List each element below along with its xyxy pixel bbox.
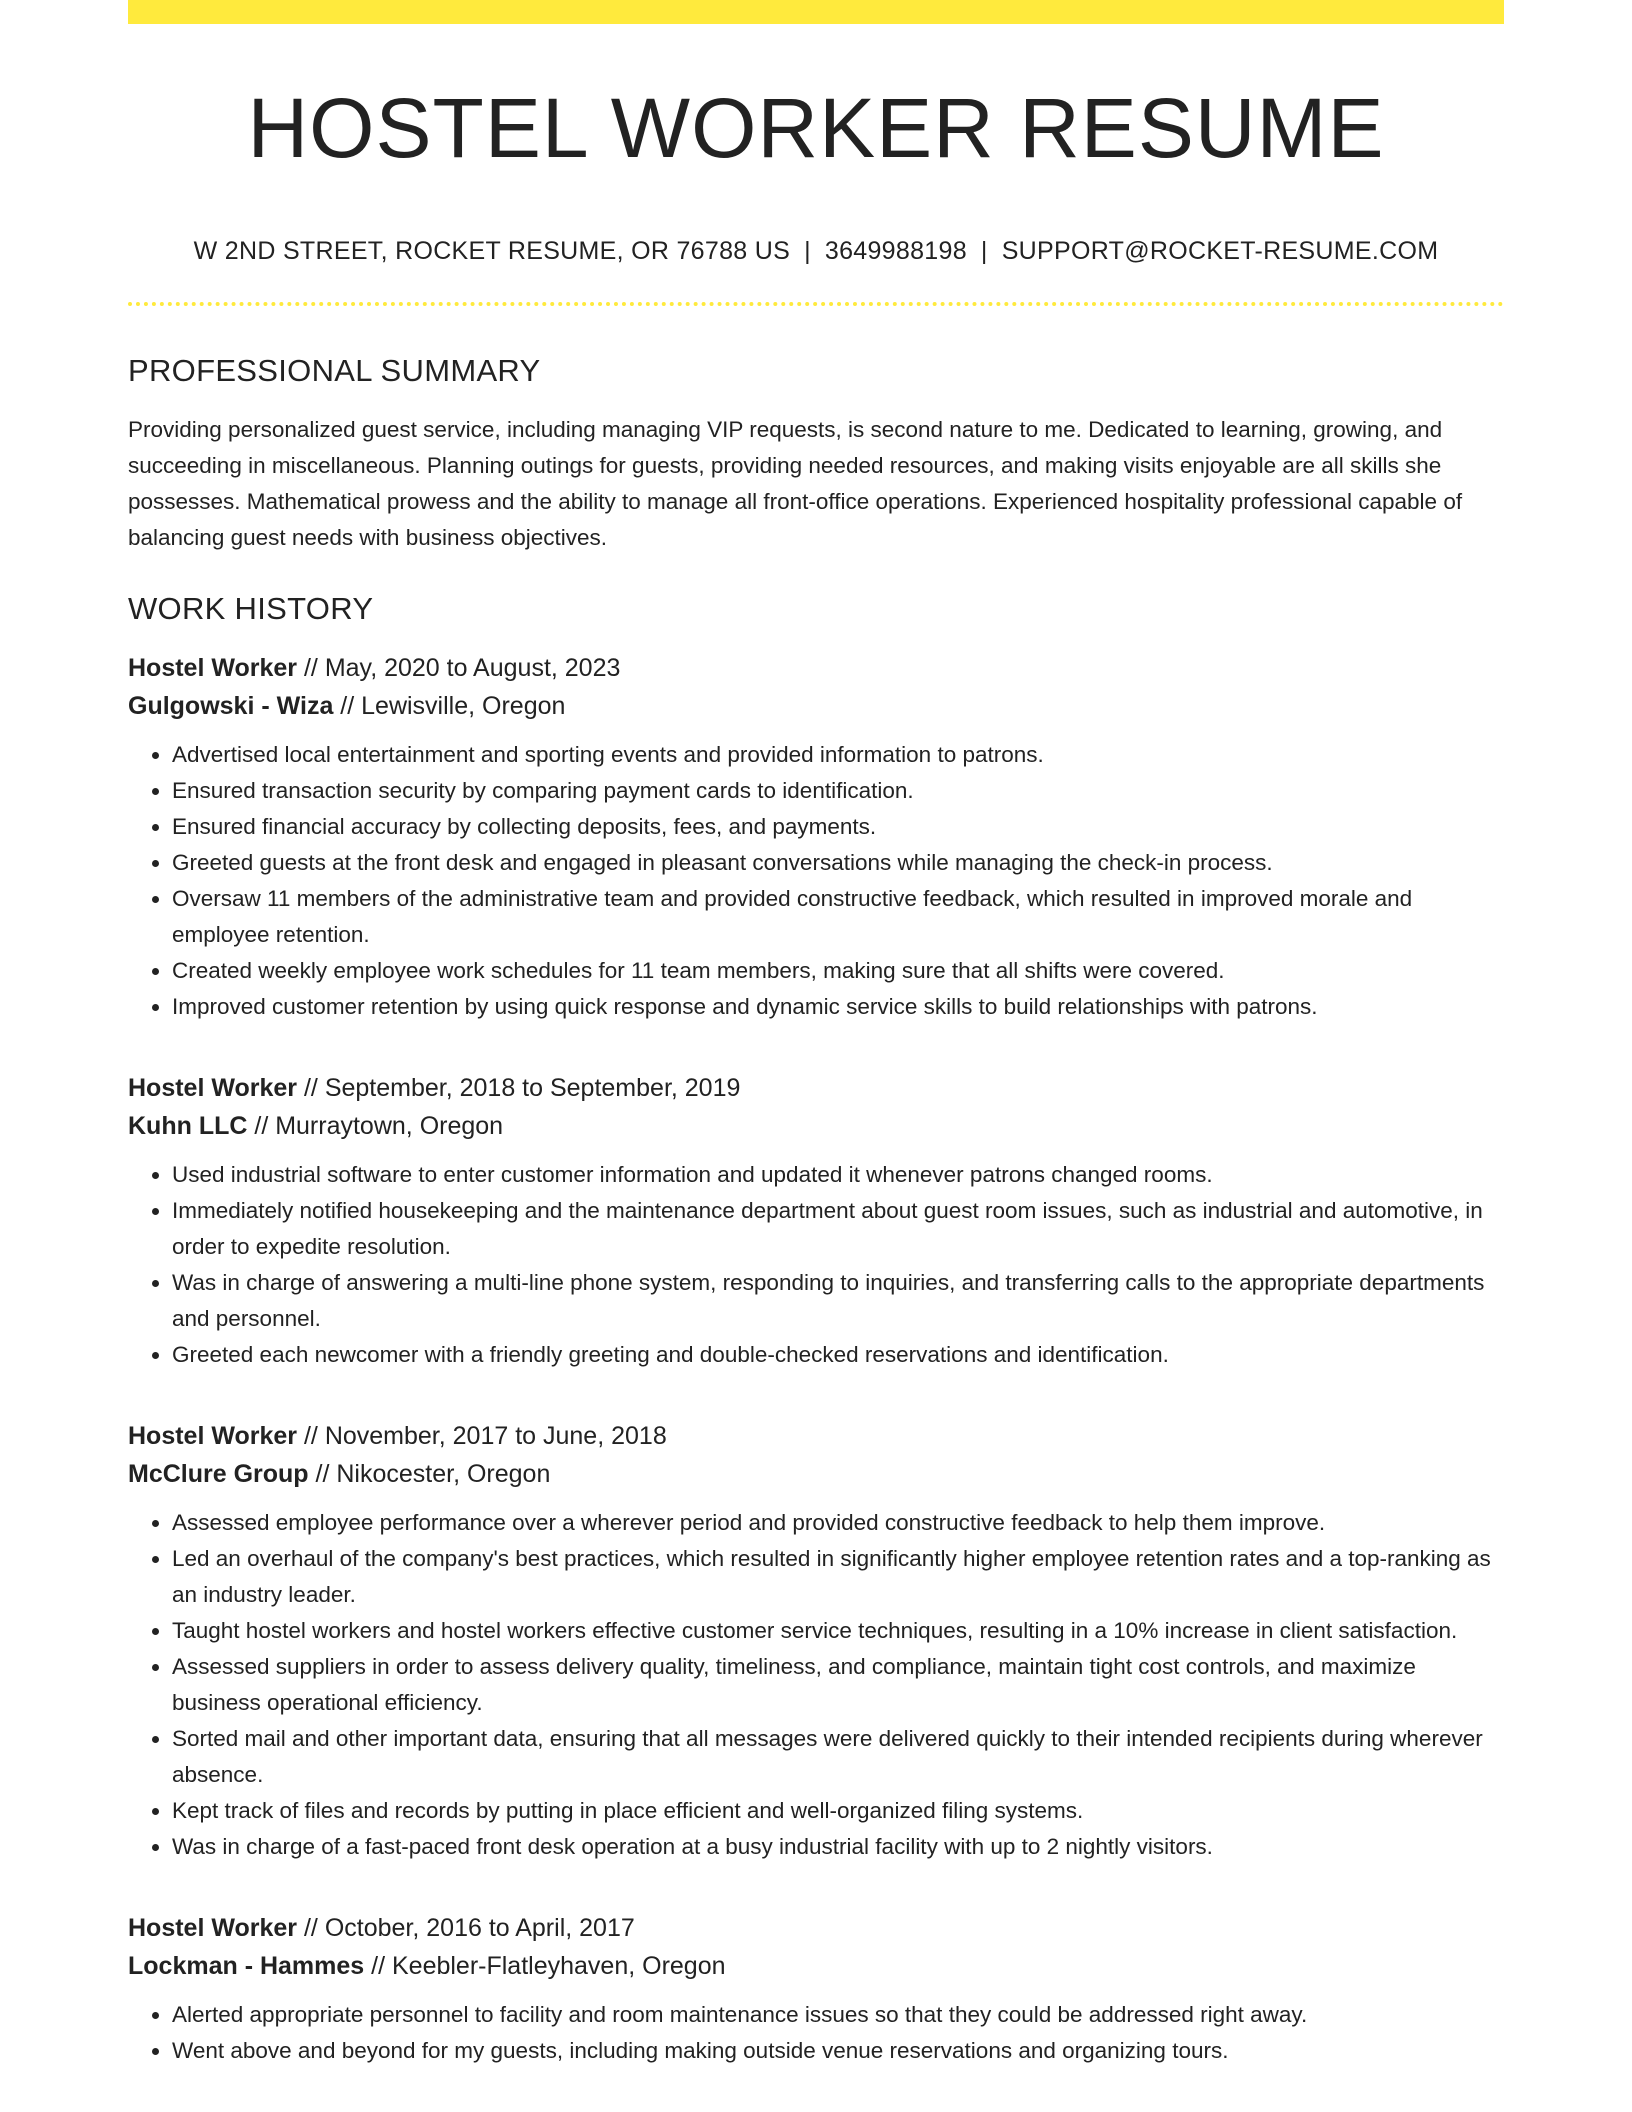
contact-phone: 3649988198 <box>824 237 967 266</box>
job-bullet: • Created weekly employee work schedules for 11 team members, making sure that all shifts were covered. <box>172 953 1504 989</box>
job-company: Lockman - Hammes <box>128 1951 365 1980</box>
job-entry <box>128 1909 1504 2069</box>
job-title-line <box>128 1909 1504 1947</box>
job-bullet: • Taught hostel workers and hostel workers effective customer service techniques, resulting in a 10% increase in client satisfaction. <box>172 1613 1504 1649</box>
job-bullet: • Assessed employee performance over a wherever period and provided constructive feedback to help them improve. <box>172 1505 1504 1541</box>
job-bullet: • Immediately notified housekeeping and the maintenance department about guest room issues, such as industrial and automotive, in order to expedite resolution. <box>172 1193 1504 1265</box>
job-company-line <box>128 1455 1504 1493</box>
job-bullet: • Led an overhaul of the company's best practices, which resulted in significantly higher employee retention rates and a top-ranking as an industry leader. <box>172 1541 1504 1613</box>
job-bullet: • Advertised local entertainment and sporting events and provided information to patrons. <box>172 737 1504 773</box>
job-bullet: • Ensured transaction security by comparing payment cards to identification. <box>172 773 1504 809</box>
job-location: // Lewisville, Oregon <box>333 691 566 720</box>
job-company-line <box>128 687 1504 725</box>
job-dates: // November, 2017 to June, 2018 <box>297 1421 667 1450</box>
top-accent-bar <box>128 0 1504 24</box>
contact-line <box>128 236 1504 266</box>
job-location: // Keebler-Flatleyhaven, Oregon <box>364 1951 726 1980</box>
contact-address: W 2ND STREET, ROCKET RESUME, OR 76788 US <box>193 237 791 266</box>
contact-email: SUPPORT@ROCKET-RESUME.COM <box>1001 237 1439 266</box>
job-bullet: • Used industrial software to enter customer information and updated it whenever patrons changed rooms. <box>172 1157 1504 1193</box>
summary-text: Providing personalized guest service, including managing VIP requests, is second nature to me. Dedicated to learning, growing, and succeeding in miscellaneous. Planning outings for guests, providing needed resources, and making visits enjoyable are all skills she possesses. Mathematical prowess and the ability to manage all front-office operations. Experienced hospitality professional capable of balancing guest needs with business objectives. <box>128 416 1463 550</box>
contact-separator: | <box>804 237 811 266</box>
job-entry <box>128 1069 1504 1373</box>
job-company: Kuhn LLC <box>128 1111 248 1140</box>
job-company-line <box>128 1947 1504 1985</box>
summary-heading: PROFESSIONAL SUMMARY <box>128 353 541 389</box>
job-bullet: • Greeted each newcomer with a friendly greeting and double-checked reservations and identification. <box>172 1337 1504 1373</box>
job-entry <box>128 1417 1504 1865</box>
job-list <box>128 649 1504 2069</box>
job-bullet: • Sorted mail and other important data, ensuring that all messages were delivered quickly to their intended recipients during wherever absence. <box>172 1721 1504 1793</box>
job-bullet: • Was in charge of answering a multi-line phone system, responding to inquiries, and transferring calls to the appropriate departments and personnel. <box>172 1265 1504 1337</box>
job-entry <box>128 649 1504 1025</box>
job-dates: // May, 2020 to August, 2023 <box>297 653 621 682</box>
job-title: Hostel Worker <box>128 1913 298 1942</box>
job-bullet: • Assessed suppliers in order to assess delivery quality, timeliness, and compliance, maintain tight cost controls, and maximize business operational efficiency. <box>172 1649 1504 1721</box>
job-dates: // September, 2018 to September, 2019 <box>297 1073 741 1102</box>
job-bullet: • Greeted guests at the front desk and engaged in pleasant conversations while managing the check-in process. <box>172 845 1504 881</box>
job-company: McClure Group <box>128 1459 309 1488</box>
job-title: Hostel Worker <box>128 1421 298 1450</box>
job-title: Hostel Worker <box>128 1073 298 1102</box>
job-bullets <box>128 1505 1504 1865</box>
contact-separator: | <box>980 237 988 266</box>
job-bullet: • Went above and beyond for my guests, including making outside venue reservations and organizing tours. <box>172 2033 1504 2069</box>
work-history-heading: WORK HISTORY <box>128 590 374 626</box>
job-bullet: • Oversaw 11 members of the administrative team and provided constructive feedback, which resulted in improved morale and employee retention. <box>172 881 1504 953</box>
job-title: Hostel Worker <box>128 653 298 682</box>
job-bullet: • Alerted appropriate personnel to facility and room maintenance issues so that they could be addressed right away. <box>172 1997 1504 2033</box>
job-company-line <box>128 1107 1504 1145</box>
job-bullet: • Kept track of files and records by putting in place efficient and well-organized filing systems. <box>172 1793 1504 1829</box>
job-dates: // October, 2016 to April, 2017 <box>297 1913 635 1942</box>
resume-title: HOSTEL WORKER RESUME <box>247 81 1385 175</box>
job-title-line <box>128 649 1504 687</box>
job-location: // Murraytown, Oregon <box>247 1111 504 1140</box>
job-title-line <box>128 1417 1504 1455</box>
dotted-divider <box>128 302 1504 306</box>
job-company: Gulgowski - Wiza <box>128 691 334 720</box>
job-title-line <box>128 1069 1504 1107</box>
job-bullet: • Improved customer retention by using quick response and dynamic service skills to build relationships with patrons. <box>172 989 1504 1025</box>
resume-page <box>128 0 1504 2069</box>
job-bullets <box>128 1157 1504 1373</box>
job-bullet: • Ensured financial accuracy by collecting deposits, fees, and payments. <box>172 809 1504 845</box>
job-bullets <box>128 1997 1504 2069</box>
job-bullets <box>128 737 1504 1025</box>
job-bullet: • Was in charge of a fast-paced front desk operation at a busy industrial facility with up to 2 nightly visitors. <box>172 1829 1504 1865</box>
job-location: // Nikocester, Oregon <box>308 1459 551 1488</box>
